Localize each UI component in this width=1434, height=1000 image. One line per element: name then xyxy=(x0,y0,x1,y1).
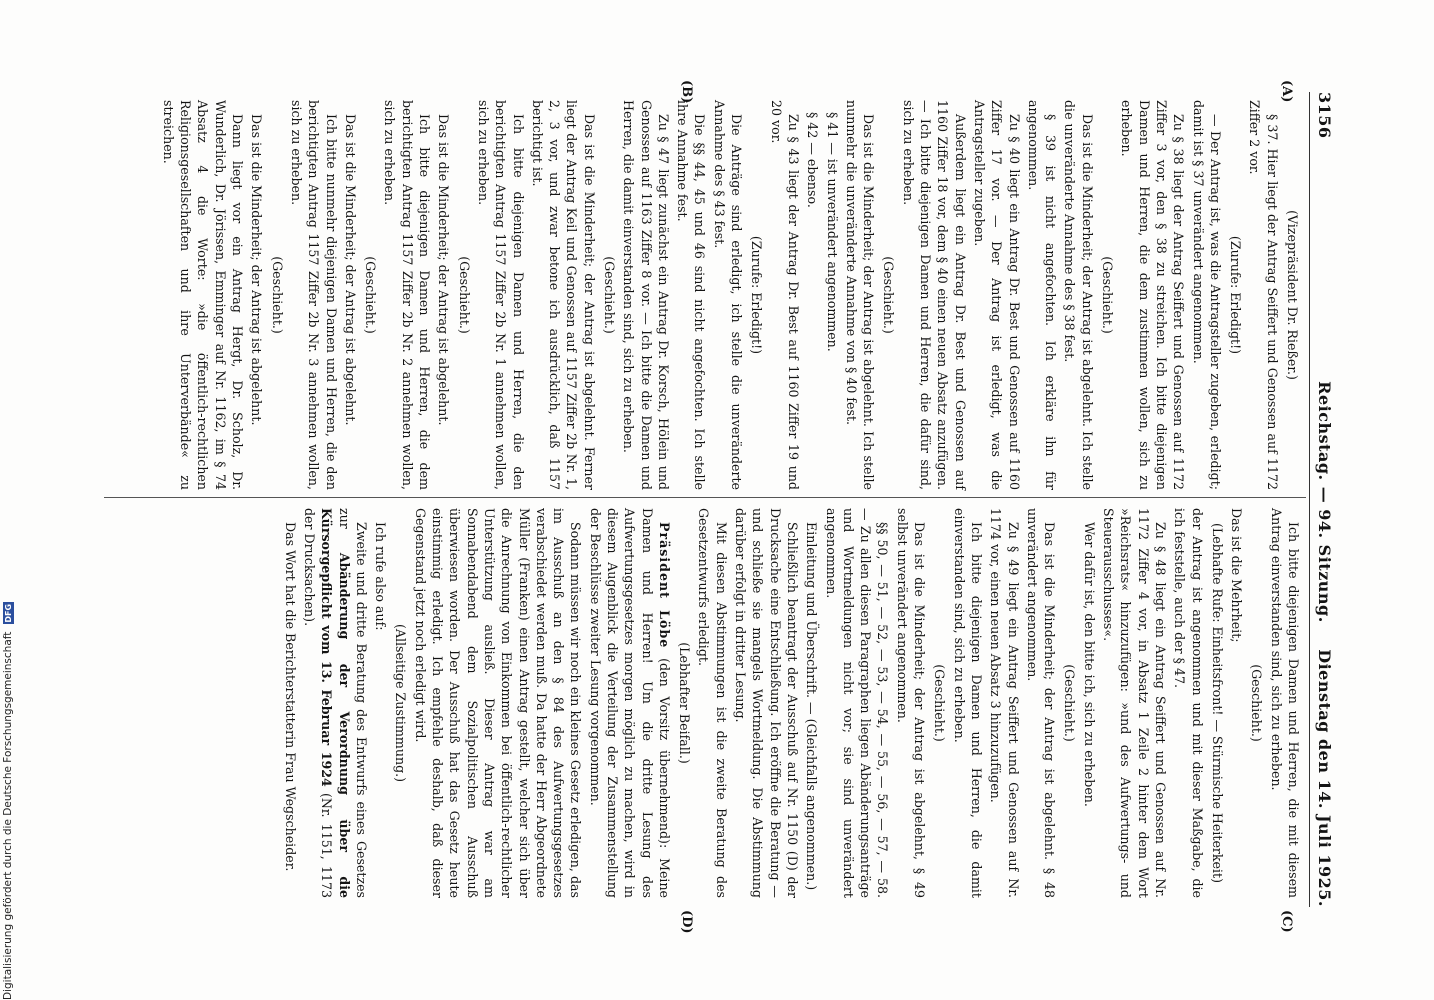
paragraph: Zu § 38 liegt der Antrag Seiffert und Genossen auf 1172 Ziffer 3 vor, den § 38 zu streichen. Ich bitte diejenigen Damen und Herren, die dem zustimmen wollen, sich zu erheben. xyxy=(1119,100,1187,490)
paragraph: Zu § 43 liegt der Antrag Dr. Best auf 1160 Ziffer 19 und 20 vor. xyxy=(768,100,801,490)
paragraph: (Zurufe: Erledigt!) xyxy=(1228,235,1244,355)
paragraph: Die Anträge sind erledigt, ich stelle die unveränderte Annahme des § 43 fest. xyxy=(711,100,745,490)
paragraph: Zu § 49 liegt ein Antrag Seiffert und Genossen auf Nr. 1174 vor, einen neuen Absatz 3 hinzuzufügen. xyxy=(988,508,1021,898)
paragraph: (Geschieht.) xyxy=(932,664,948,742)
paragraph: Außerdem liegt ein Antrag Dr. Best und Genossen auf 1160 Ziffer 18 vor, dem § 40 einen neuen Absatz anzufügen. — Ich bitte diejenigen Damen und Herren, die dafür sind, sich zu erheben. xyxy=(900,100,968,490)
paragraph: (Geschieht.) xyxy=(1249,664,1265,742)
paragraph: Das ist die Minderheit; der Antrag ist abgelehnt. xyxy=(436,114,452,426)
paragraph: Zu § 48 liegt ein Antrag Seiffert und Genossen auf Nr. 1172 Ziffer 4 vor, in Absatz 1 Zeile 2 hinter dem Wort »Reichsrats« hinzuzufügen: »und des Aufwertungs- und Steuerausschusses«. xyxy=(1101,508,1168,898)
paragraph: Schließlich beantragt der Ausschuß auf Nr. 1150 (D) der Drucksache eine Entschließung. Ich eröffne die Beratung — und schließe sie mangels Wortmeldung. Die Abstimmung darüber erfolgt in dritter Lesung. xyxy=(733,508,800,898)
header-center: Reichstag. — 94. Sitzung. xyxy=(1315,381,1334,623)
paragraph: Das ist die Minderheit; der Antrag ist abgelehnt. Ich stelle die unveränderte Annahme des § 38 fest. xyxy=(1062,100,1095,490)
footer-text: Digitalisierung gefördert durch die Deutsche Forschungsgemeinschaft xyxy=(2,631,14,1000)
margin-marker-a: (A) xyxy=(1279,80,1294,103)
paragraph: Das ist die Minderheit; der Antrag ist abgelehnt. xyxy=(342,114,358,426)
paragraph: Die §§ 44, 45 und 46 sind nicht angefochten. Ich stelle ihre Annahme fest. xyxy=(675,100,708,490)
page-header xyxy=(1312,92,1334,907)
margin-marker-d: (D) xyxy=(679,910,694,934)
paragraph: (Allseitige Zustimmung.) xyxy=(393,623,409,783)
paragraph: Ich bitte nunmehr diejenigen Damen und Herren, die den berichtigten Antrag 1157 Ziffer 2b Nr. 3 annehmen wollen, sich zu erheben. xyxy=(288,100,339,490)
column-divider xyxy=(104,497,1306,498)
paragraph: Ich bitte diejenigen Damen und Herren, die dem berichtigten Antrag 1157 Ziffer 2b Nr. 2 annehmen wollen, sich zu erheben. xyxy=(382,100,433,490)
paragraph: der Antrag ist angenommen und mit dieser Maßgabe, die ich feststelle, auch der § 47. xyxy=(1172,508,1205,898)
paragraph: (Lebhafte Rufe: Einheitsfront! — Stürmische Heiterkeit) xyxy=(1209,522,1225,884)
paragraph: Das ist die Minderheit; der Antrag ist abgelehnt. xyxy=(249,114,265,426)
paragraph: (Geschieht.) xyxy=(1062,664,1078,742)
left-column xyxy=(158,100,1302,490)
paragraph: (Vizepräsident Dr. Rießer.) xyxy=(1285,210,1300,380)
paragraph: Zu § 40 liegt ein Antrag Dr. Best und Genossen auf 1160 Ziffer 17 vor. — Der Antrag ist erledigt, was die Antragsteller zugeben. xyxy=(971,100,1022,490)
footer-strip xyxy=(0,0,16,1000)
paragraph: Ich bitte diejenigen Damen und Herren, die den berichtigten Antrag 1157 Ziffer 2b Nr. 1 annehmen wollen, sich zu erheben. xyxy=(475,100,526,490)
bold-title: Abänderung der Verordnung über die Kürsorgepflicht vom 13. Februar 1924 xyxy=(319,508,352,898)
header-date: Dienstag den 14. Juli 1925. xyxy=(1315,649,1334,907)
margin-marker-c: (C) xyxy=(1279,910,1294,933)
paragraph: Zweite und dritte Beratung des Entwurfs eines Gesetzes zur Abänderung der Verordnung über die Kürsorgepflicht vom 13. Februar 1924 (Nr. 1151, 1173 der Drucksachen). xyxy=(301,508,369,898)
paragraph: Zu § 47 liegt zunächst ein Antrag Dr. Korsch, Hölein und Genossen auf 1163 Ziffer 8 vor. — Ich bitte die Damen und Herren, die damit einverstanden sind, sich zu erheben. xyxy=(621,100,671,490)
paragraph: (Lebhafter Beifall.) xyxy=(677,642,693,764)
paragraph: (Geschieht.) xyxy=(363,256,379,334)
paragraph: §§ 50, — 51, — 52, — 53, — 54, — 55, — 56, — 57, — 58. — Zu allen diesen Paragraphen liegen Abänderungsanträge und Wortmeldungen nicht vor; sie sind unverändert angenommen. xyxy=(823,508,891,898)
paragraph: (Zurufe: Erledigt!) xyxy=(749,235,765,355)
paragraph: Einleitung und Überschrift. — (Gleichfalls angenommen.) xyxy=(804,522,820,891)
dfg-logo: DFG xyxy=(3,603,13,623)
right-column xyxy=(279,508,1302,898)
paragraph: Mit diesen Abstimmungen ist die zweite Beratung des Gesetzentwurfs erledigt. xyxy=(696,508,729,898)
paragraph: (Geschieht.) xyxy=(456,256,472,334)
paragraph: (Geschieht.) xyxy=(881,256,897,334)
page-number: 3156 xyxy=(1315,92,1334,139)
paragraph: Dann liegt vor ein Antrag Hergt, Dr. Scholz, Dr. Wunderlich, Dr. Jörissen, Emminger auf Nr. 1162, im § 74 Absatz 4 die Worte: »die öffentlich-rechtlichen Religionsgesellschaften und ihre Unterverbände« zu streichen. xyxy=(160,100,246,490)
paragraph: Ich bitte diejenigen Damen und Herren, die mit diesem Antrag einverstanden sind, sich zu erheben. xyxy=(1268,508,1301,898)
footer-credit xyxy=(0,0,16,1000)
speaker-name: Präsident Löbe xyxy=(656,522,672,649)
paragraph: Das ist die Minderheit; der Antrag ist abgelehnt. Ich stelle nunmehr die unveränderte Annahme von § 40 fest. xyxy=(843,100,877,490)
paragraph: Das ist die Minderheit; der Antrag ist abgelehnt. Ferner liegt der Antrag Keil und Genossen auf 1157 Ziffer 2b Nr. 1, 2, 3 vor, und zwar betone ich ausdrücklich, daß 1157 berichtigt ist. xyxy=(529,100,597,490)
paragraph: Das ist die Minderheit; der Antrag ist abgelehnt, § 49 selbst unverändert angenommen. xyxy=(894,508,928,898)
paragraph: Präsident Löbe (den Vorsitz übernehmend): Meine Damen und Herren! Um die dritte Lesung des Aufwertungsgesetzes morgen möglich zu machen, wird in diesem Augenblick die Verteilung der Zusammenstellung der Beschlüsse zweiter Lesung vorgenommen. xyxy=(587,508,672,899)
paragraph: Das ist die Mehrheit; xyxy=(1229,508,1245,643)
paragraph: Ich rufe also auf: xyxy=(373,522,389,631)
paragraph: Das ist die Minderheit; der Antrag ist abgelehnt. § 48 unverändert angenommen. xyxy=(1024,508,1058,898)
margin-marker-b: (B) xyxy=(679,80,694,104)
paragraph: Wer dafür ist, den bitte ich, sich zu erheben. xyxy=(1081,522,1097,807)
paragraph: § 39 ist nicht angefochten. Ich erkläre ihn für angenommen. xyxy=(1025,100,1059,490)
paragraph: (Geschieht.) xyxy=(1100,256,1116,334)
paragraph: § 42 — ebenso. xyxy=(805,112,821,208)
paragraph: (Geschieht.) xyxy=(269,256,285,334)
paragraph: § 37. Hier liegt der Antrag Seiffert und Genossen auf 1172 Ziffer 2 vor. xyxy=(1247,100,1280,490)
paragraph: Das Wort hat die Berichterstatterin Frau Wegscheider. xyxy=(282,522,298,872)
paragraph: § 41 — ist unverändert angenommen. xyxy=(824,112,840,352)
header-rule xyxy=(1309,92,1310,907)
paragraph: Sodann müssen wir noch ein kleines Gesetz erledigen, das im Ausschuß an den § 84 des Aufwertungsgesetzes verabschiedet werden muß. Da hatte der Herr Abgeordnete Müller (Franken) einen Antrag gestellt, welcher sich über die Anrechnung von Einkommen bei öffentlich-rechtlicher Unterstützung ausließ. Dieser Antrag war am Sonnabendabend dem Sozialpolitischen Ausschuß überwiesen worden. Der Ausschuß hat das Gesetz heute einstimmig erledigt. Ich empfehle deshalb, daß dieser Gegenstand jetzt noch erledigt wird. xyxy=(412,508,584,898)
paragraph: — Der Antrag ist, was die Antragsteller zugeben, erledigt; damit ist § 37 unverändert angenommen. xyxy=(1190,100,1223,490)
paragraph: Ich bitte diejenigen Damen und Herren, die damit einverstanden sind, sich zu erheben. xyxy=(951,508,984,898)
paragraph: (Geschieht.) xyxy=(602,256,618,334)
